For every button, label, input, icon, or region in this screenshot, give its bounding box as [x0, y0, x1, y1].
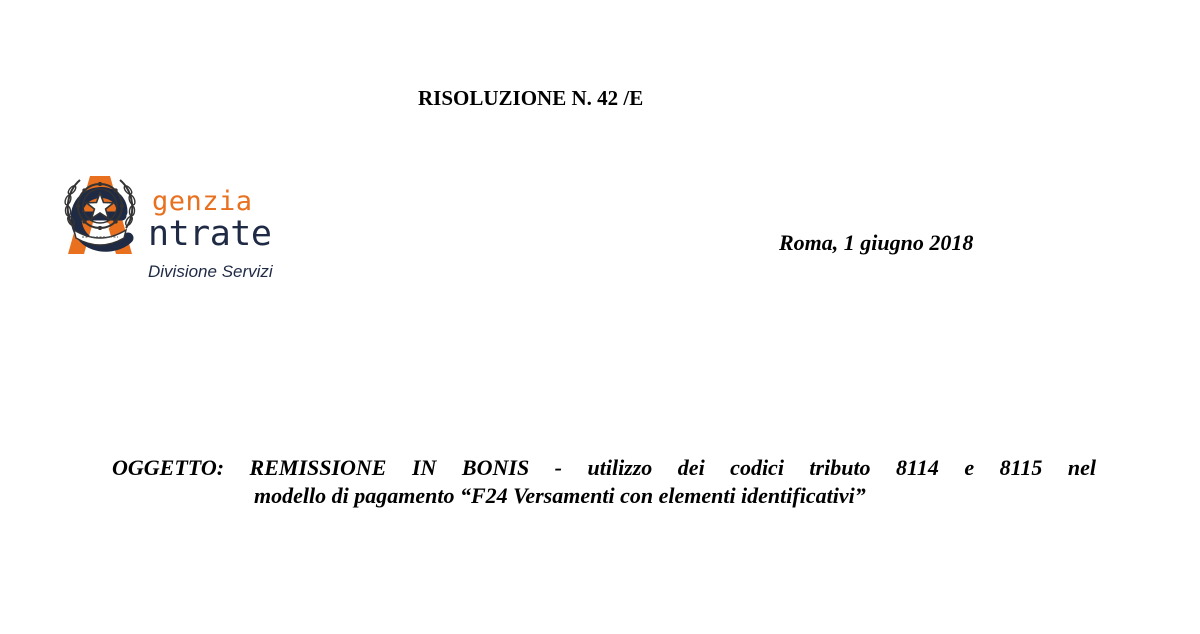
subject-line-1: [112, 454, 1096, 482]
subject-label: OGGETTO:: [112, 455, 225, 480]
republic-emblem-icon: [60, 168, 140, 248]
agenzia-entrate-logo: [60, 168, 420, 286]
subject-text-line-1: REMISSIONE IN BONIS - utilizzo dei codici tributo 8114 e 8115 nel: [249, 455, 1096, 480]
logo-division-label: Divisione Servizi: [148, 262, 273, 281]
document-title: RISOLUZIONE N. 42 /E: [418, 86, 644, 110]
logo-word-ntrate: ntrate: [148, 214, 272, 254]
subject-text-line-2: modello di pagamento “F24 Versamenti con elementi identificativi”: [254, 483, 866, 508]
logo-word-genzia: genzia: [152, 186, 253, 217]
subject-block: [112, 454, 1096, 510]
place-and-date: Roma, 1 giugno 2018: [779, 230, 974, 255]
